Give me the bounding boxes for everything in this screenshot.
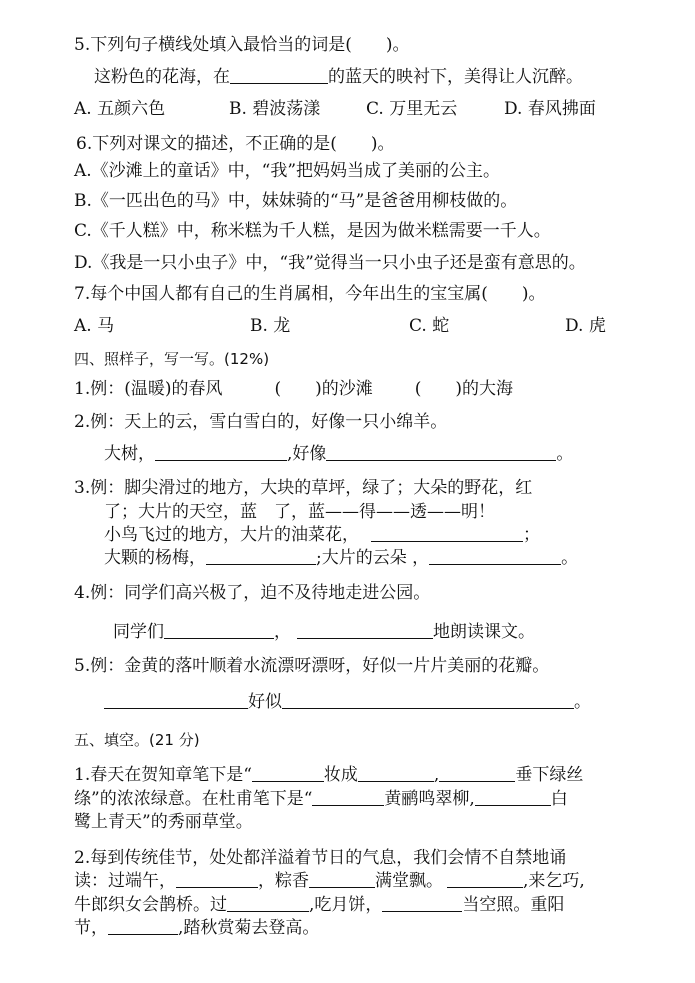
s4-item3-line3-text: 小鸟飞过的地方，大片的油菜花，	[104, 525, 359, 545]
s4-item1-blank-beach[interactable]: ( )的沙滩	[274, 379, 373, 399]
section-4-heading: 四、照样子，写一写。(12%)	[74, 350, 270, 368]
s5-item2-l3-b: ,吃月饼，	[309, 895, 383, 915]
s4-item2-part-a: 大树，	[104, 444, 155, 464]
s5-item1-l2-a: 绦”的浓浓绿意。在杜甫笔下是“	[74, 789, 313, 809]
s4-item3-line3-end: ；	[523, 525, 540, 545]
s4-item1-example: 1.例：(温暖)的春风	[74, 379, 223, 399]
s5-item2-blank-5[interactable]	[382, 893, 462, 912]
s4-item4-title: 4.例：同学们高兴极了，迫不及待地走进公园。	[74, 583, 431, 603]
s5-item1-blank-2[interactable]	[358, 763, 434, 782]
s5-item2-line1: 2.每到传统佳节，处处都洋溢着节日的气息，我们会情不自禁地诵	[74, 848, 567, 868]
s4-item5-title: 5.例：金黄的落叶顺着水流漂呀漂呀，好似一片片美丽的花瓣。	[74, 656, 550, 676]
s4-item2-blank-1[interactable]	[155, 442, 287, 461]
q6-option-c: C.《千人糕》中，称米糕为千人糕，是因为做米糕需要一千人。	[74, 221, 551, 241]
s5-item1-blank-5[interactable]	[475, 787, 551, 806]
s5-item2-line4	[74, 916, 319, 940]
s4-item3-line3	[104, 523, 540, 547]
s5-item2-l2-c: 满堂飘。	[375, 871, 443, 891]
s5-item1-l2-b: 黄鹂鸣翠柳,	[384, 789, 475, 809]
s5-item2-l3-a: 牛郎织女会鹊桥。过	[74, 895, 227, 915]
s4-item2-title: 2.例：天上的云，雪白雪白的，好像一只小绵羊。	[74, 412, 448, 432]
q6-option-b: B.《一匹出色的马》中，妹妹骑的“马”是爸爸用柳枝做的。	[74, 191, 518, 211]
s4-item3-line1: 3.例：脚尖滑过的地方，大块的草坪，绿了；大朵的野花，红	[74, 478, 533, 498]
q5-sentence-part-b: 的蓝天的映衬下，美得让人沉醉。	[328, 67, 583, 87]
q5-option-d: D. 春风拂面	[504, 99, 596, 119]
s5-item1-l1-a: 1.春天在贺知章笔下是“	[74, 765, 252, 785]
s4-item4-blank-2[interactable]	[297, 620, 433, 639]
s4-item5-answer	[104, 690, 591, 714]
s5-item2-blank-4[interactable]	[227, 893, 309, 912]
s5-item2-blank-6[interactable]	[108, 916, 178, 935]
q7-option-b: B. 龙	[250, 316, 291, 336]
q5-option-c: C. 万里无云	[366, 99, 458, 119]
s5-item1-line2	[74, 787, 568, 811]
s5-item2-l2-a: 读：过端午，	[74, 871, 176, 891]
s5-item1-l1-c: ,	[433, 765, 440, 785]
s4-item5-part-b: 。	[574, 692, 591, 712]
q5-option-b: B. 碧波荡漾	[229, 99, 321, 119]
s4-item5-blank-1[interactable]	[104, 690, 248, 709]
s5-item2-blank-3[interactable]	[447, 869, 523, 888]
q7-option-a: A. 马	[74, 316, 115, 336]
s5-item1-blank-4[interactable]	[312, 787, 384, 806]
s4-item3-blank-1[interactable]	[371, 523, 523, 542]
s5-item1-l1-b: 妆成	[323, 765, 358, 785]
s4-item4-answer	[113, 620, 535, 644]
s5-item2-l2-b: ，粽香	[258, 871, 309, 891]
s4-item5-blank-2[interactable]	[282, 690, 574, 709]
q5-blank[interactable]	[230, 65, 328, 84]
s5-item2-line3	[74, 893, 564, 917]
s5-item1-blank-3[interactable]	[439, 763, 515, 782]
s4-item4-part-b: ，	[274, 622, 291, 642]
s5-item1-blank-1[interactable]	[252, 763, 324, 782]
q5-option-a: A. 五颜六色	[74, 99, 166, 119]
s5-item2-blank-1[interactable]	[176, 869, 258, 888]
s4-item1	[74, 377, 513, 401]
s5-item2-l4-a: 节，	[74, 918, 108, 938]
q6-option-a: A.《沙滩上的童话》中，“我”把妈妈当成了美丽的公主。	[74, 161, 501, 181]
q7-title: 7.每个中国人都有自己的生肖属相，今年出生的宝宝属( )。	[74, 284, 546, 304]
q6-title: 6.下列对课文的描述，不正确的是( )。	[76, 134, 395, 154]
s4-item4-blank-1[interactable]	[164, 620, 274, 639]
s4-item3-blank-3[interactable]	[429, 546, 561, 565]
s4-item2-part-c: 。	[556, 444, 574, 464]
s4-item2-answer	[104, 442, 573, 466]
q6-option-d: D.《我是一只小虫子》中，“我”觉得当一只小虫子还是蛮有意思的。	[74, 253, 586, 273]
q5-title: 5.下列句子横线处填入最恰当的词是( )。	[74, 35, 410, 55]
s5-item2-line2	[74, 869, 585, 893]
s4-item2-blank-2[interactable]	[326, 442, 556, 461]
s5-item1-l1-d: 垂下绿丝	[515, 765, 584, 785]
s4-item3-line2: 了；大片的天空，蓝 了，蓝——得——透——明！	[104, 502, 495, 522]
s4-item3-line4-c: 。	[561, 548, 579, 568]
s4-item4-part-a: 同学们	[113, 622, 164, 642]
q7-option-c: C. 蛇	[409, 316, 450, 336]
s4-item2-part-b: ,好像	[287, 444, 327, 464]
s5-item2-l2-d: ,来乞巧,	[523, 871, 585, 891]
s5-item1-line1	[74, 763, 583, 787]
s4-item5-part-a: 好似	[248, 692, 282, 712]
q5-sentence-part-a: 这粉色的花海，在	[94, 67, 230, 87]
s5-item2-l4-b: ,踏秋赏菊去登高。	[178, 918, 320, 938]
s4-item3-line4-b: ;大片的云朵 ，	[316, 548, 430, 568]
s4-item1-blank-sea[interactable]: ( )的大海	[414, 379, 514, 399]
s4-item3-blank-2[interactable]	[206, 546, 316, 565]
s4-item3-line4-a: 大颗的杨梅，	[104, 548, 206, 568]
s4-item4-part-c: 地朗读课文。	[433, 622, 535, 642]
s5-item1-line3: 鹭上青天”的秀丽草堂。	[74, 812, 253, 832]
q7-option-d: D. 虎	[565, 316, 606, 336]
s5-item2-l3-c: 当空照。重阳	[462, 895, 565, 915]
s5-item1-l2-c: 白	[550, 789, 568, 809]
q5-sentence	[94, 65, 583, 89]
s4-item3-line4	[104, 546, 578, 570]
s5-item2-blank-2[interactable]	[309, 869, 375, 888]
section-5-heading: 五、填空。(21 分)	[74, 731, 200, 749]
